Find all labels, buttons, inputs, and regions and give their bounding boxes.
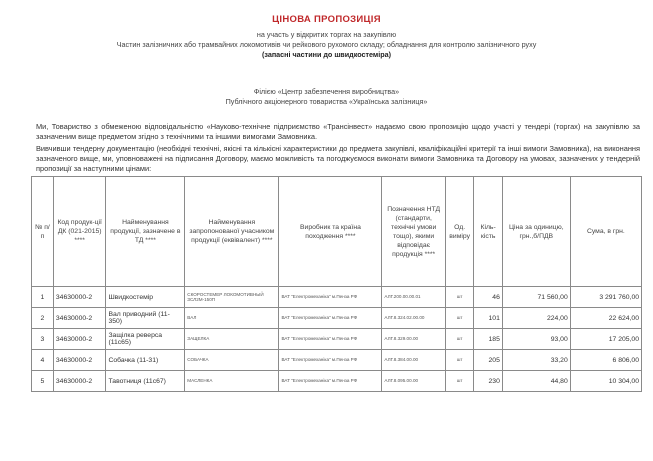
price-table xyxy=(31,176,642,392)
cell-no: 4 xyxy=(32,350,54,371)
header-price: Ціна за одиницю, грн.,б/ПДВ xyxy=(502,177,570,287)
cell-qty: 205 xyxy=(474,350,502,371)
table-row xyxy=(32,371,642,392)
cell-sum: 6 806,00 xyxy=(570,350,641,371)
subtitle-line-3: (запасні частини до швидкостеміра) xyxy=(261,50,392,59)
cell-equivalent: ЗАЩЕЛКА xyxy=(185,329,279,350)
cell-manufacturer: ВАТ "Електромеханіка" м.Пенза РФ xyxy=(279,308,382,329)
header-name: Найменування продукції, зазначене в ТД **** xyxy=(106,177,185,287)
cell-no: 3 xyxy=(32,329,54,350)
subtitle-line-2: Частин залізничних або трамвайних локомотивів чи рейкового рухомого складу; обладнання для контролю залізничного руху xyxy=(116,40,537,49)
header-ntd: Позначення НТД (стандарти, технічні умови тощо), якими відповідає продукція **** xyxy=(382,177,446,287)
cell-equivalent: ВАЛ xyxy=(185,308,279,329)
header-code: Код продук-ції ДК (021-2015) **** xyxy=(53,177,106,287)
cell-unit: шт xyxy=(445,287,473,308)
cell-code: 34630000-2 xyxy=(53,308,106,329)
cell-name: Вал приводний (11-350) xyxy=(106,308,185,329)
cell-sum: 3 291 760,00 xyxy=(570,287,641,308)
cell-no: 1 xyxy=(32,287,54,308)
table-row xyxy=(32,287,642,308)
cell-name: Швидкостемір xyxy=(106,287,185,308)
header-qty: Кіль-кість xyxy=(474,177,502,287)
customer-company: Публічного акціонерного товариства «Українська залізниця» xyxy=(225,97,428,106)
table-header-row xyxy=(32,177,642,287)
table-row xyxy=(32,308,642,329)
cell-code: 34630000-2 xyxy=(53,287,106,308)
cell-price: 71 560,00 xyxy=(502,287,570,308)
table-row xyxy=(32,350,642,371)
cell-code: 34630000-2 xyxy=(53,371,106,392)
cell-qty: 46 xyxy=(474,287,502,308)
cell-manufacturer: ВАТ "Електромеханіка" м.Пенза РФ xyxy=(279,371,382,392)
cell-ntd: АЛГ.8.095.00.00 xyxy=(382,371,446,392)
intro-paragraph-2: Вивчивши тендерну документацію (необхідні технічні, якісні та кількісні характеристики до предмета закупівлі, кваліфікаційні критерії та інші вимоги Замовника), на виконання зазначеного вище, ми, уповноважені на підписання Договору, маємо можливість та погоджуємося виконати вимоги Замовника та Договору на умовах, зазначених у тендерній пропозиції за наступними цінами: xyxy=(36,144,640,173)
customer-branch: Філією «Центр забезпечення виробництва» xyxy=(253,87,400,96)
cell-manufacturer: ВАТ "Електромеханіка" м.Пенза РФ xyxy=(279,287,382,308)
cell-ntd: АЛГ.8.384.00.00 xyxy=(382,350,446,371)
cell-name: Тавотниця (11с67) xyxy=(106,371,185,392)
cell-qty: 230 xyxy=(474,371,502,392)
cell-price: 44,80 xyxy=(502,371,570,392)
cell-manufacturer: ВАТ "Електромеханіка" м.Пенза РФ xyxy=(279,329,382,350)
cell-no: 5 xyxy=(32,371,54,392)
cell-sum: 17 205,00 xyxy=(570,329,641,350)
cell-unit: шт xyxy=(445,350,473,371)
cell-ntd: АЛГ.8.324.02.00.00 xyxy=(382,308,446,329)
header-no: № п/п xyxy=(32,177,54,287)
cell-ntd: АЛГ.200.00.00.01 xyxy=(382,287,446,308)
table-row xyxy=(32,329,642,350)
cell-price: 224,00 xyxy=(502,308,570,329)
cell-name: Защілка реверса (11с65) xyxy=(106,329,185,350)
cell-code: 34630000-2 xyxy=(53,329,106,350)
cell-equivalent: МАСЛЕНКА xyxy=(185,371,279,392)
cell-no: 2 xyxy=(32,308,54,329)
cell-manufacturer: ВАТ "Електромеханіка" м.Пенза РФ xyxy=(279,350,382,371)
cell-qty: 101 xyxy=(474,308,502,329)
cell-qty: 185 xyxy=(474,329,502,350)
intro-paragraph-1: Ми, Товариство з обмеженою відповідальністю «Науково-технічне підприємство «Трансінвест» надаємо свою пропозицію щодо участі у тендері (торгах) на закупівлю за зазначеним вище предметом згідно з технічними та іншими вимогами Замовника. xyxy=(36,122,640,141)
header-manufacturer: Виробник та країна походження **** xyxy=(279,177,382,287)
header-equivalent: Найменування запропонованої учасником продукції (еквівалент) **** xyxy=(185,177,279,287)
cell-code: 34630000-2 xyxy=(53,350,106,371)
document-title: ЦІНОВА ПРОПОЗИЦІЯ xyxy=(272,14,381,25)
header-unit: Од. виміру xyxy=(445,177,473,287)
cell-price: 33,20 xyxy=(502,350,570,371)
subtitle-line-1: на участь у відкритих торгах на закупівлю xyxy=(256,30,397,39)
cell-equivalent: СОБАЧКА xyxy=(185,350,279,371)
header-sum: Сума, в грн. xyxy=(570,177,641,287)
cell-name: Собачка (11-31) xyxy=(106,350,185,371)
cell-ntd: АЛГ.8.329.00.00 xyxy=(382,329,446,350)
cell-price: 93,00 xyxy=(502,329,570,350)
cell-unit: шт xyxy=(445,308,473,329)
cell-unit: шт xyxy=(445,371,473,392)
cell-equivalent: СКОРОСТЕМЕР ЛОКОМОТИВНЫЙ ЗСЛ2М-150П xyxy=(185,287,279,308)
cell-unit: шт xyxy=(445,329,473,350)
cell-sum: 10 304,00 xyxy=(570,371,641,392)
cell-sum: 22 624,00 xyxy=(570,308,641,329)
